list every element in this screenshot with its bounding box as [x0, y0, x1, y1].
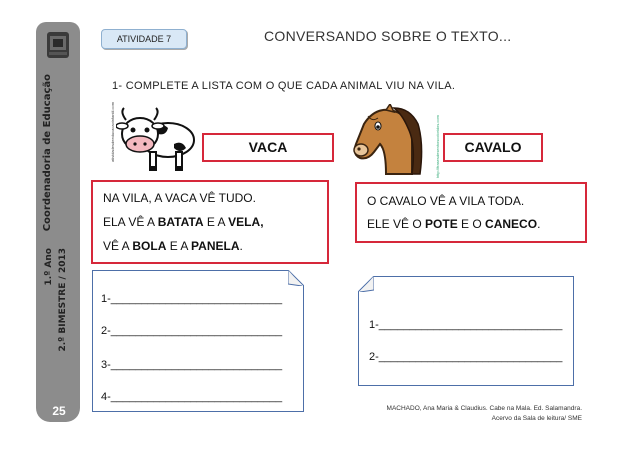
cow-text-line-1 [103, 191, 256, 205]
reference-line-1: MACHADO, Ana Maria & Claudius. Cabe na Mala. Ed. Salamandra. [386, 405, 582, 412]
text-segment: ELA VÊ A [103, 215, 158, 229]
cow-label: VACA [202, 133, 334, 162]
text-segment: E A [166, 239, 192, 253]
page-number: 25 [46, 400, 72, 422]
keyword: VELA [228, 215, 261, 229]
reference-line-2: Acervo da Sala de leitura/ SME [491, 415, 582, 422]
sidebar-period-label: 2.º BIMESTRE / 2013 [58, 248, 68, 352]
page-title: CONVERSANDO SOBRE O TEXTO... [264, 28, 512, 44]
punctuation: . [239, 239, 243, 253]
sidebar-org-label: Coordenadoria de Educação [42, 74, 53, 232]
cow-illustration [116, 104, 198, 174]
text-segment: E O [457, 217, 486, 231]
text-segment: O CAVALO VÊ A VILA TODA. [367, 194, 525, 208]
text-segment: E A [203, 215, 229, 229]
answer-line-1[interactable]: 1-______________________________ [369, 319, 563, 331]
horse-text-line-1 [367, 194, 524, 208]
page-fold-icon [288, 270, 304, 286]
sidebar-year-label: 1.º Ano [44, 248, 54, 286]
city-crest-icon [45, 30, 71, 60]
activity-badge: ATIVIDADE 7 [101, 29, 187, 49]
cow-text-line-2 [103, 215, 264, 229]
text-segment: ELE VÊ O [367, 217, 426, 231]
keyword: BOLA [132, 239, 167, 253]
keyword: PANELA [191, 239, 240, 253]
sidebar [36, 22, 80, 422]
keyword: POTE [425, 217, 458, 231]
horse-answer-box [358, 276, 574, 386]
answer-line-4[interactable]: 4-____________________________ [101, 391, 283, 403]
keyword: BATATA [157, 215, 204, 229]
answer-line-2[interactable]: 2-____________________________ [101, 325, 283, 337]
punctuation: . [537, 217, 541, 231]
answer-line-2[interactable]: 2-______________________________ [369, 351, 563, 363]
horse-text-line-2 [367, 217, 540, 231]
instruction-text: 1- COMPLETE A LISTA COM O QUE CADA ANIMAL VIU NA VILA. [112, 80, 456, 92]
cow-answer-box [92, 270, 304, 412]
text-segment: VÊ A [103, 239, 133, 253]
text-segment: NA VILA, A VACA VÊ TUDO. [103, 191, 256, 205]
horse-illustration [350, 104, 428, 176]
answer-line-1[interactable]: 1-____________________________ [101, 293, 283, 305]
cow-text-line-3 [103, 239, 243, 253]
punctuation: , [260, 215, 264, 229]
horse-label: CAVALO [443, 133, 543, 162]
bibliographic-reference [387, 404, 582, 424]
cow-image-credit: atividadesdeeducacaoinfantil.com [110, 101, 115, 162]
keyword: CANECO [485, 217, 538, 231]
cow-text-box [91, 180, 329, 264]
page-fold-icon [358, 276, 374, 292]
answer-line-3[interactable]: 3-____________________________ [101, 359, 283, 371]
horse-text-box [355, 182, 587, 243]
horse-image-credit: http://frasesdesenhoscoloridos.com [435, 115, 440, 178]
